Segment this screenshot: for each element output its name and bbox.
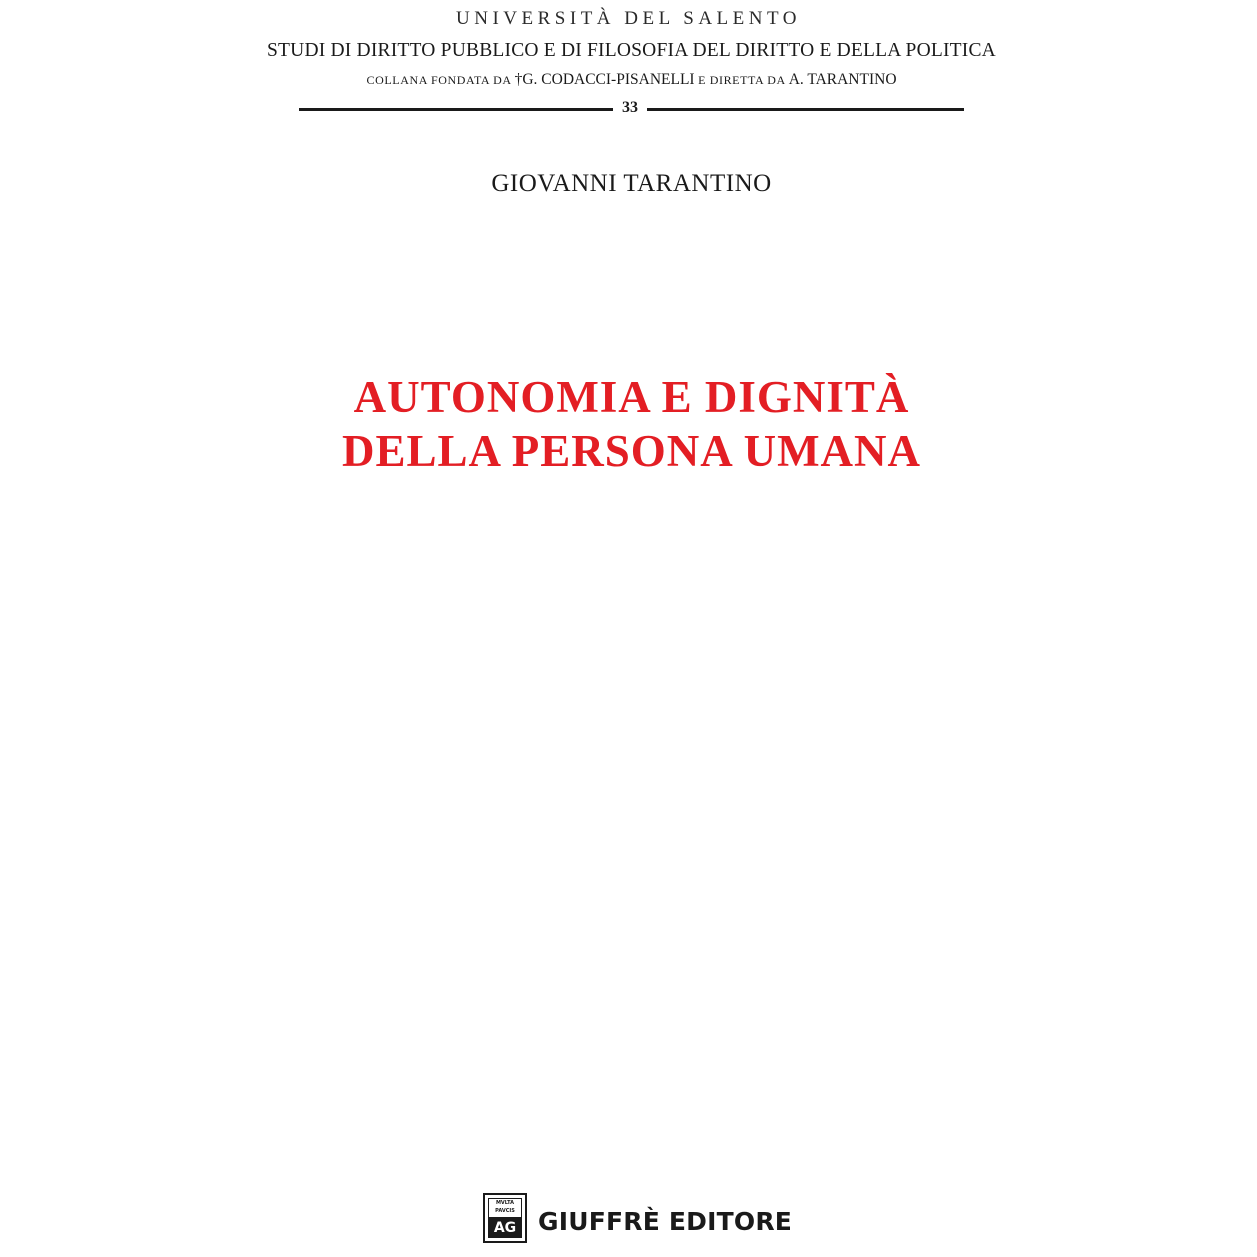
publisher-name: GIUFFRÈ EDITORE	[538, 1207, 793, 1236]
book-title-line-1: AUTONOMIA E DIGNITÀ	[353, 372, 910, 422]
publisher-logo-icon	[483, 1193, 527, 1243]
series-founder-name: †G. CODACCI-PISANELLI	[514, 71, 695, 88]
rule-left-divider	[299, 108, 613, 111]
author-name: GIOVANNI TARANTINO	[491, 170, 772, 197]
publisher	[483, 1193, 793, 1248]
volume-number: 33	[622, 99, 638, 116]
book-title-line-2: DELLA PERSONA UMANA	[341, 426, 922, 476]
rule-right-divider	[647, 108, 964, 111]
series-title: STUDI DI DIRITTO PUBBLICO E DI FILOSOFIA DEL DIRITTO E DELLA POLITICA	[267, 40, 996, 61]
series-founders-middle: E DIRETTA DA	[694, 73, 789, 87]
series-founders	[0, 71, 1257, 89]
book-title	[0, 370, 1257, 478]
publisher-logo-motto: MVLTA PAVCIS	[488, 1198, 522, 1218]
volume-rule	[299, 99, 964, 121]
series-director-name: A. TARANTINO	[788, 71, 897, 88]
university-name: UNIVERSITÀ DEL SALENTO	[456, 8, 801, 29]
series-founders-prefix: COLLANA FONDATA DA	[366, 73, 515, 87]
publisher-logo-monogram: AG	[488, 1218, 522, 1238]
